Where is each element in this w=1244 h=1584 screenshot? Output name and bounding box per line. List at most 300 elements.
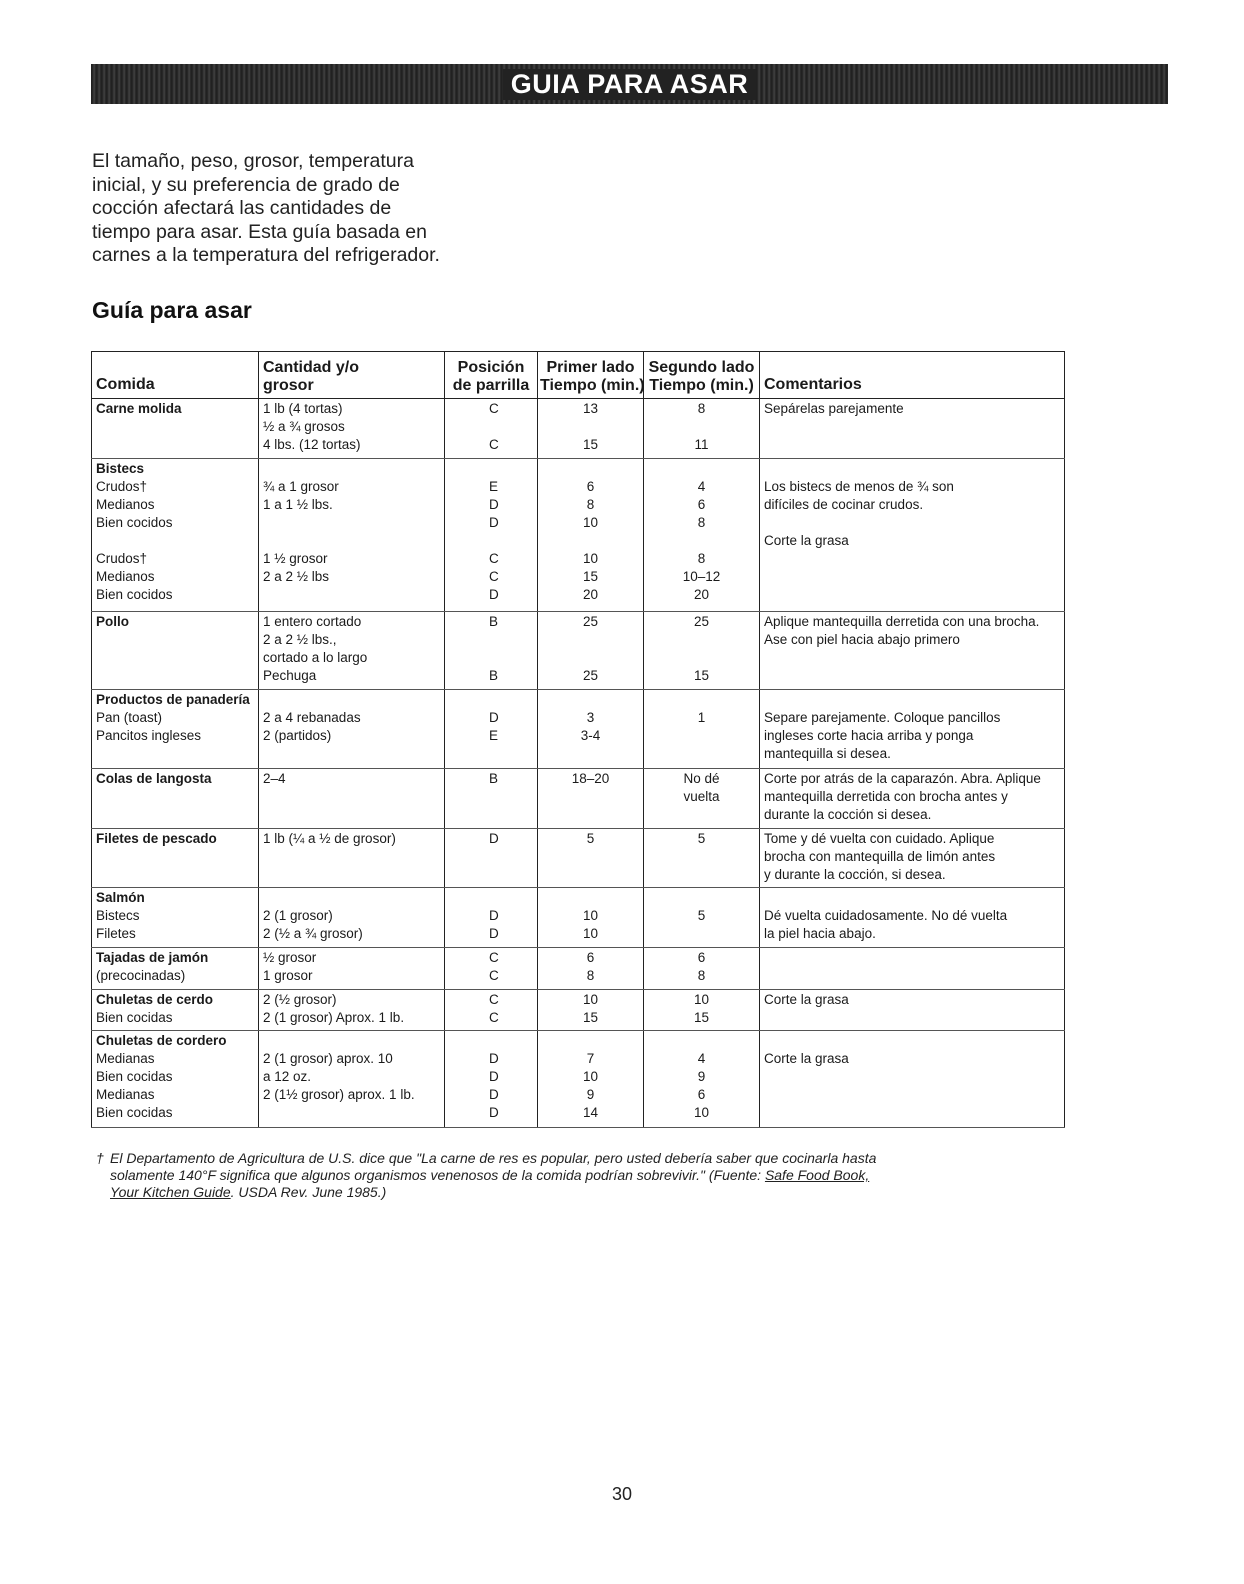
comment-value	[764, 649, 1060, 667]
second-side-value: 10–12	[682, 568, 721, 584]
comment-value	[764, 1009, 1060, 1027]
comment-value: Dé vuelta cuidadosamente. No dé vuelta	[764, 908, 1008, 924]
first-side-value	[542, 788, 639, 806]
first-side-cell	[538, 768, 644, 828]
food-category: Carne molida	[96, 401, 182, 416]
position-cell	[445, 458, 538, 611]
table-header-row	[92, 352, 1065, 399]
position-value: D	[489, 586, 499, 602]
table-row	[92, 399, 1065, 459]
comment-value: Corte la grasa	[764, 1050, 849, 1066]
food-category: Bistecs	[96, 460, 145, 476]
quantity-value: ½ a ¾ grosos	[263, 419, 345, 434]
first-side-value	[542, 631, 639, 649]
second-side-cell	[644, 458, 760, 611]
comment-value: brocha con mantequilla de limón antes	[764, 848, 996, 864]
second-side-value	[648, 1032, 755, 1050]
first-side-value	[542, 848, 639, 866]
food-category: Productos de panadería	[96, 692, 250, 708]
position-value: C	[489, 401, 499, 416]
first-side-value: 14	[582, 1104, 599, 1120]
food-item: Pancitos ingleses	[96, 728, 202, 744]
comment-cell	[760, 611, 1065, 689]
food-category: Pollo	[96, 613, 129, 629]
position-value: D	[489, 496, 499, 512]
first-side-value	[542, 532, 639, 550]
position-value: C	[489, 991, 499, 1007]
comment-value: Sepárelas parejamente	[764, 401, 904, 416]
first-side-value: 18–20	[571, 770, 610, 786]
second-side-value: 5	[697, 830, 706, 846]
first-side-value	[542, 745, 639, 763]
position-cell	[445, 828, 538, 888]
comment-value: mantequilla derretida con brocha antes y	[764, 788, 1008, 804]
food-cell	[92, 948, 259, 989]
comment-value: Corte la grasa	[764, 532, 849, 548]
food-item: Crudos†	[96, 478, 148, 494]
second-side-value: 8	[697, 514, 706, 530]
header-second-side: Segundo lado Tiempo (min.)	[644, 352, 760, 399]
first-side-value: 10	[582, 991, 599, 1007]
position-value	[489, 788, 533, 806]
food-item	[96, 745, 254, 763]
second-side-value: No dé	[683, 770, 720, 786]
first-side-value: 5	[586, 830, 595, 846]
position-value	[489, 848, 533, 866]
comment-value: durante la cocción si desea.	[764, 806, 932, 822]
position-cell	[445, 690, 538, 768]
quantity-value	[263, 460, 440, 478]
table-row	[92, 690, 1065, 768]
quantity-value: 2–4	[263, 770, 286, 786]
intro-line: carnes a la temperatura del refrigerador.	[92, 244, 440, 266]
second-side-value	[648, 691, 755, 709]
second-side-value: 6	[697, 950, 706, 966]
grilling-guide-table	[91, 351, 1065, 1128]
second-side-value	[648, 727, 755, 745]
position-value	[489, 866, 533, 884]
food-cell	[92, 888, 259, 948]
quantity-cell	[259, 989, 445, 1030]
first-side-cell	[538, 399, 644, 459]
quantity-value: 1 entero cortado	[263, 613, 362, 629]
food-item: Bien cocidas	[96, 1009, 173, 1025]
quantity-value	[263, 745, 440, 763]
position-value: D	[489, 908, 499, 924]
second-side-value: vuelta	[683, 788, 720, 804]
comment-value	[764, 1104, 1060, 1122]
first-side-cell	[538, 828, 644, 888]
quantity-value: ½ grosor	[263, 950, 317, 966]
food-cell	[92, 989, 259, 1030]
position-value: E	[489, 728, 499, 744]
second-side-value: 8	[697, 401, 706, 416]
quantity-value: ¾ a 1 grosor	[263, 478, 339, 494]
quantity-value: 2 (1 grosor) aprox. 10	[263, 1050, 393, 1066]
quantity-value: a 12 oz.	[263, 1068, 312, 1084]
first-side-value: 15	[582, 568, 599, 584]
second-side-value	[648, 866, 755, 884]
first-side-value: 15	[582, 437, 599, 452]
position-value: B	[489, 667, 499, 683]
comment-value: Tome y dé vuelta con cuidado. Aplique	[764, 830, 995, 846]
position-value: C	[489, 1009, 499, 1025]
comment-value	[764, 691, 1060, 709]
second-side-value: 8	[697, 968, 706, 984]
position-value: D	[489, 1068, 499, 1084]
comment-value	[764, 889, 1060, 907]
food-item	[96, 532, 254, 550]
header-quantity: Cantidad y/o grosor	[259, 352, 445, 399]
quantity-value	[263, 1032, 440, 1050]
position-cell	[445, 768, 538, 828]
first-side-value: 3-4	[580, 728, 601, 744]
quantity-value: cortado a lo largo	[263, 649, 368, 665]
quantity-value: 1 ½ grosor	[263, 550, 328, 566]
food-item: Medianas	[96, 1050, 155, 1066]
position-cell	[445, 948, 538, 989]
second-side-value	[648, 532, 755, 550]
second-side-value	[648, 806, 755, 824]
quantity-cell	[259, 828, 445, 888]
food-item: Medianas	[96, 1086, 155, 1102]
comment-value: ingleses corte hacia arriba y ponga	[764, 728, 974, 744]
comment-value	[764, 568, 1060, 586]
table-row	[92, 828, 1065, 888]
first-side-value: 8	[586, 968, 595, 984]
position-value: D	[489, 830, 499, 846]
header-first-side: Primer lado Tiempo (min.)	[538, 352, 644, 399]
intro-line: El tamaño, peso, grosor, temperatura	[92, 150, 414, 172]
quantity-value: 1 lb (4 tortas)	[263, 401, 343, 416]
position-value	[489, 806, 533, 824]
comment-cell	[760, 768, 1065, 828]
food-category: Filetes de pescado	[96, 830, 217, 846]
comment-value	[764, 550, 1060, 568]
position-value: D	[489, 1104, 499, 1120]
intro-paragraph	[92, 150, 472, 268]
food-item: Pan (toast)	[96, 710, 163, 726]
position-value: D	[489, 710, 499, 726]
page-banner	[91, 64, 1168, 104]
comment-value	[764, 667, 1060, 685]
comment-value: Ase con piel hacia abajo primero	[764, 631, 960, 647]
source-title: Your Kitchen Guide	[110, 1184, 231, 1200]
quantity-value: 2 (1½ grosor) aprox. 1 lb.	[263, 1086, 415, 1102]
comment-cell	[760, 948, 1065, 989]
quantity-value: 1 a 1 ½ lbs.	[263, 496, 333, 512]
second-side-value	[648, 460, 755, 478]
second-side-cell	[644, 989, 760, 1030]
first-side-value	[542, 1032, 639, 1050]
position-value	[489, 1032, 533, 1050]
intro-line: tiempo para asar. Esta guía basada en	[92, 220, 427, 243]
second-side-cell	[644, 948, 760, 989]
food-item: Bien cocidos	[96, 514, 173, 530]
second-side-value: 20	[693, 586, 710, 602]
first-side-value: 10	[582, 550, 599, 566]
position-value	[489, 460, 533, 478]
second-side-value	[648, 745, 755, 763]
food-cell	[92, 1030, 259, 1127]
first-side-value: 25	[582, 613, 599, 629]
first-side-value: 6	[586, 950, 595, 966]
table-row	[92, 948, 1065, 989]
position-value: C	[489, 568, 499, 584]
quantity-value: 2 a 2 ½ lbs	[263, 568, 330, 584]
second-side-value	[648, 925, 755, 943]
table-row	[92, 768, 1065, 828]
comment-cell	[760, 828, 1065, 888]
quantity-cell	[259, 888, 445, 948]
first-side-value: 20	[582, 586, 599, 602]
food-item: Bistecs	[96, 908, 140, 924]
dagger-mark: †	[96, 1150, 104, 1166]
first-side-value: 10	[582, 926, 599, 942]
table-row	[92, 888, 1065, 948]
position-value: B	[489, 770, 499, 786]
comment-value: Los bistecs de menos de ¾ son	[764, 478, 954, 494]
quantity-value	[263, 889, 440, 907]
footnote	[96, 1150, 1010, 1201]
table-row	[92, 458, 1065, 611]
food-item	[96, 788, 254, 806]
quantity-value	[263, 866, 440, 884]
position-value: E	[489, 478, 499, 494]
position-value	[489, 889, 533, 907]
food-item: Crudos†	[96, 550, 148, 566]
comment-value	[764, 514, 1060, 532]
quantity-cell	[259, 458, 445, 611]
position-value: D	[489, 1050, 499, 1066]
first-side-value	[542, 691, 639, 709]
second-side-value: 10	[693, 1104, 710, 1120]
header-food: Comida	[92, 352, 259, 399]
section-title: Guía para asar	[92, 297, 252, 323]
position-value: C	[489, 950, 499, 966]
first-side-value	[542, 460, 639, 478]
first-side-value	[542, 418, 639, 436]
comment-value	[764, 436, 1060, 454]
comment-value	[764, 586, 1060, 604]
quantity-value: 2 (½ grosor)	[263, 991, 337, 1007]
quantity-cell	[259, 611, 445, 689]
food-item: Medianos	[96, 496, 155, 512]
comment-cell	[760, 888, 1065, 948]
quantity-value: 2 (1 grosor)	[263, 908, 333, 924]
first-side-value: 8	[586, 496, 595, 512]
comment-cell	[760, 399, 1065, 459]
comment-value: Corte la grasa	[764, 991, 849, 1007]
comment-cell	[760, 1030, 1065, 1127]
position-cell	[445, 611, 538, 689]
banner-title: GUIA PARA ASAR	[503, 69, 757, 100]
footnote-text: El Departamento de Agricultura de U.S. dice que "La carne de res es popular, pero usted debería saber que cocinarla hasta	[110, 1150, 877, 1166]
footnote-text: . USDA Rev. June 1985.)	[230, 1184, 387, 1200]
comment-value: mantequilla si desea.	[764, 746, 891, 762]
quantity-value: 2 a 2 ½ lbs.,	[263, 631, 337, 647]
second-side-value	[648, 848, 755, 866]
second-side-value: 11	[694, 437, 709, 452]
comment-value	[764, 949, 1060, 967]
second-side-value: 5	[697, 908, 706, 924]
second-side-value: 15	[693, 667, 710, 683]
first-side-cell	[538, 948, 644, 989]
first-side-cell	[538, 989, 644, 1030]
second-side-value: 4	[697, 478, 706, 494]
header-rack-position: Posición de parrilla	[445, 352, 538, 399]
position-value: D	[489, 514, 499, 530]
quantity-value	[263, 788, 440, 806]
second-side-value: 4	[697, 1050, 706, 1066]
position-cell	[445, 989, 538, 1030]
source-title: Safe Food Book,	[764, 1167, 870, 1183]
comment-value: Separe parejamente. Coloque pancillos	[764, 710, 1001, 726]
comment-value	[764, 460, 1060, 478]
first-side-value	[542, 806, 639, 824]
quantity-cell	[259, 399, 445, 459]
first-side-value: 10	[582, 908, 599, 924]
food-item: Medianos	[96, 568, 155, 584]
food-cell	[92, 399, 259, 459]
quantity-value: 2 a 4 rebanadas	[263, 710, 361, 726]
second-side-value: 1	[697, 710, 706, 726]
food-item	[96, 418, 254, 436]
second-side-value	[648, 889, 755, 907]
second-side-value: 6	[697, 1086, 706, 1102]
food-category: Chuletas de cordero	[96, 1032, 227, 1048]
food-cell	[92, 690, 259, 768]
comment-value: y durante la cocción, si desea.	[764, 866, 946, 882]
first-side-cell	[538, 611, 644, 689]
position-value	[489, 631, 533, 649]
position-value	[489, 418, 533, 436]
position-value	[489, 745, 533, 763]
first-side-cell	[538, 1030, 644, 1127]
food-item: (precocinadas)	[96, 968, 186, 984]
first-side-value: 3	[586, 710, 595, 726]
quantity-value: 4 lbs. (12 tortas)	[263, 437, 361, 452]
first-side-value: 9	[586, 1086, 595, 1102]
second-side-value	[648, 418, 755, 436]
comment-value: la piel hacia abajo.	[764, 926, 876, 942]
position-value: D	[489, 926, 499, 942]
first-side-value: 10	[582, 514, 599, 530]
first-side-value: 13	[582, 401, 599, 416]
position-value: C	[489, 968, 499, 984]
second-side-value	[648, 631, 755, 649]
table-row	[92, 1030, 1065, 1127]
position-value: D	[489, 1086, 499, 1102]
food-item: Bien cocidos	[96, 586, 173, 602]
first-side-cell	[538, 690, 644, 768]
first-side-value: 15	[582, 1009, 599, 1025]
position-cell	[445, 399, 538, 459]
position-cell	[445, 1030, 538, 1127]
food-category: Colas de langosta	[96, 770, 212, 786]
comment-value	[764, 1032, 1060, 1050]
quantity-value	[263, 848, 440, 866]
quantity-value	[263, 532, 440, 550]
quantity-cell	[259, 948, 445, 989]
quantity-value: 1 lb (¼ a ½ de grosor)	[263, 830, 396, 846]
food-item: Bien cocidas	[96, 1104, 173, 1120]
food-item	[96, 667, 254, 685]
food-category: Chuletas de cerdo	[96, 991, 214, 1007]
second-side-cell	[644, 828, 760, 888]
quantity-cell	[259, 768, 445, 828]
position-value: C	[489, 550, 499, 566]
second-side-cell	[644, 888, 760, 948]
first-side-value	[542, 866, 639, 884]
food-category: Salmón	[96, 890, 145, 906]
food-item	[96, 806, 254, 824]
second-side-value: 25	[693, 613, 710, 629]
food-category: Tajadas de jamón	[96, 950, 209, 966]
food-item	[96, 649, 254, 667]
first-side-cell	[538, 888, 644, 948]
second-side-cell	[644, 611, 760, 689]
position-value	[489, 532, 533, 550]
second-side-cell	[644, 768, 760, 828]
food-item: Filetes	[96, 926, 136, 942]
second-side-value	[648, 649, 755, 667]
second-side-value: 9	[697, 1068, 706, 1084]
second-side-value: 8	[697, 550, 706, 566]
first-side-value: 7	[586, 1050, 595, 1066]
page-number: 30	[611, 1484, 633, 1504]
second-side-value: 6	[697, 496, 706, 512]
header-comments: Comentarios	[760, 352, 1065, 399]
food-cell	[92, 828, 259, 888]
comment-value	[764, 418, 1060, 436]
position-cell	[445, 888, 538, 948]
first-side-value: 6	[586, 478, 595, 494]
quantity-value: 2 (partidos)	[263, 728, 332, 744]
comment-value	[764, 1068, 1060, 1086]
table-row	[92, 611, 1065, 689]
second-side-cell	[644, 399, 760, 459]
food-item	[96, 866, 254, 884]
quantity-value: 1 grosor	[263, 968, 313, 984]
food-item	[96, 436, 254, 454]
quantity-value	[263, 1104, 440, 1122]
quantity-value	[263, 806, 440, 824]
food-cell	[92, 611, 259, 689]
table-row	[92, 989, 1065, 1030]
intro-line: cocción afectará las cantidades de	[92, 197, 392, 219]
quantity-value: Pechuga	[263, 667, 317, 683]
first-side-cell	[538, 458, 644, 611]
comment-value: Corte por atrás de la caparazón. Abra. Aplique	[764, 770, 1041, 786]
position-value: C	[489, 437, 499, 452]
first-side-value	[542, 889, 639, 907]
first-side-value	[542, 649, 639, 667]
second-side-cell	[644, 690, 760, 768]
second-side-value: 10	[693, 991, 710, 1007]
intro-line: inicial, y su preferencia de grado de	[92, 173, 400, 196]
position-value: B	[489, 613, 499, 629]
second-side-cell	[644, 1030, 760, 1127]
quantity-cell	[259, 690, 445, 768]
position-value	[489, 691, 533, 709]
quantity-value: 2 (1 grosor) Aprox. 1 lb.	[263, 1009, 405, 1025]
comment-value	[764, 967, 1060, 985]
first-side-value: 10	[582, 1068, 599, 1084]
food-item: Bien cocidas	[96, 1068, 173, 1084]
quantity-value	[263, 514, 440, 532]
second-side-value: 15	[693, 1009, 710, 1025]
